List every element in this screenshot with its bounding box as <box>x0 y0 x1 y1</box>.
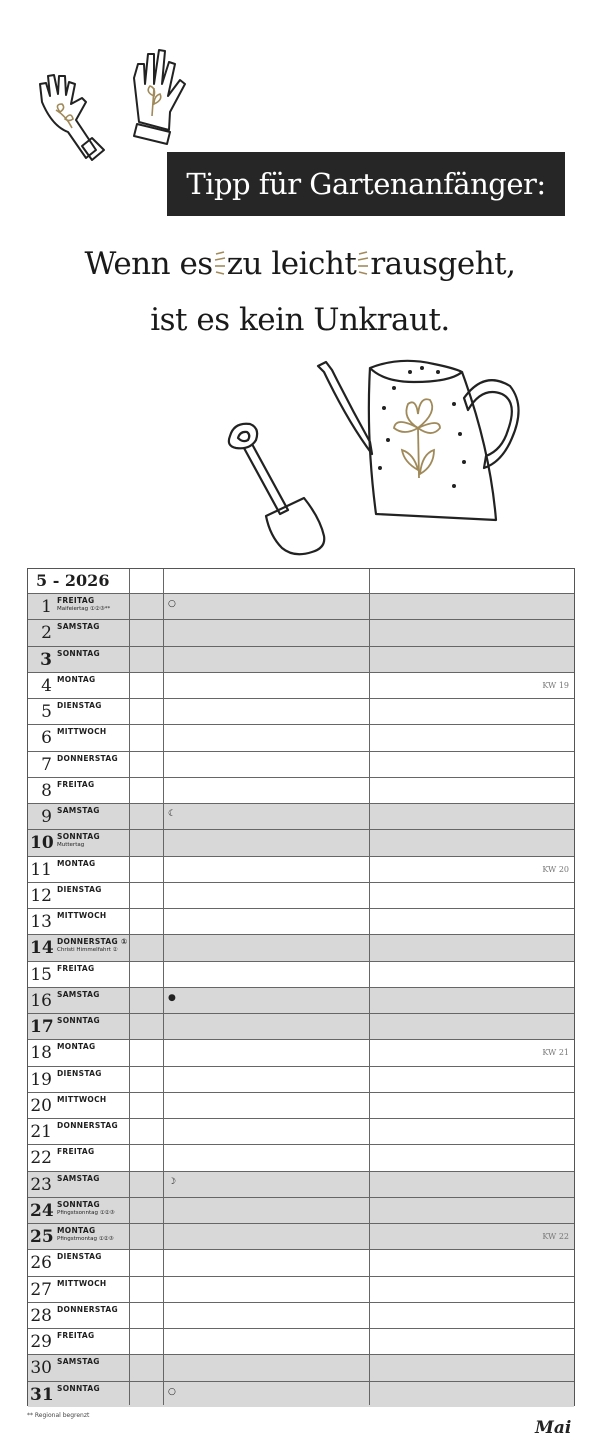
tip-banner: Tipp für Gartenanfänger: <box>167 152 565 216</box>
day-row <box>28 1118 574 1144</box>
column-divider <box>369 569 370 1405</box>
day-number: 4 <box>41 675 52 696</box>
calendar-table <box>27 568 575 1406</box>
month-label: 5 - 2026 <box>36 571 110 590</box>
weekday-name: SAMSTAG <box>57 622 100 632</box>
day-row <box>28 882 574 908</box>
weekday-name: MITTWOCH <box>57 911 107 921</box>
day-row <box>28 593 574 619</box>
weekday-name: MONTAG <box>57 1226 96 1236</box>
day-row <box>28 1328 574 1354</box>
day-number: 28 <box>30 1305 52 1326</box>
day-number: 22 <box>30 1148 52 1169</box>
weekday-name: DIENSTAG <box>57 1252 102 1262</box>
weekday-name: MONTAG <box>57 674 96 684</box>
weekday-name: SONNTAG <box>57 1199 100 1209</box>
day-number: 24 <box>30 1200 54 1221</box>
day-number: 2 <box>41 623 52 644</box>
footnote: ** Regional begrenzt <box>27 1412 90 1419</box>
day-row <box>28 1092 574 1118</box>
day-number: 31 <box>30 1384 54 1405</box>
quotation-mark-icon <box>356 248 370 278</box>
moon-phase-icon: ☾ <box>168 809 177 820</box>
day-row <box>28 672 574 698</box>
day-number: 26 <box>30 1253 52 1274</box>
day-row <box>28 724 574 750</box>
weekday-name: SONNTAG <box>57 832 100 842</box>
weekday-name: DIENSTAG <box>57 1068 102 1078</box>
watering-can-illustration <box>314 358 524 526</box>
weekday-name: MITTWOCH <box>57 1278 107 1288</box>
weekday-name: MITTWOCH <box>57 1094 107 1104</box>
weekday-name: SONNTAG <box>57 648 100 658</box>
day-number: 5 <box>41 702 52 723</box>
day-row <box>28 1354 574 1380</box>
day-row <box>28 1171 574 1197</box>
moon-phase-icon: ● <box>168 992 176 1003</box>
day-number: 9 <box>41 807 52 828</box>
weekday-name: DONNERSTAG <box>57 753 118 763</box>
week-number: KW 21 <box>542 1048 569 1058</box>
day-row <box>28 1013 574 1039</box>
day-row <box>28 777 574 803</box>
day-number: 12 <box>30 885 52 906</box>
day-number: 19 <box>30 1069 52 1090</box>
day-row <box>28 619 574 645</box>
day-number: 25 <box>30 1227 54 1248</box>
column-divider <box>163 569 164 1405</box>
holiday-label: Christi Himmelfahrt ② <box>57 947 118 954</box>
weekday-name: SAMSTAG <box>57 989 100 999</box>
day-number: 6 <box>41 728 52 749</box>
holiday-label: Pfingstmontag ①②③ <box>57 1236 114 1243</box>
day-number: 20 <box>30 1095 52 1116</box>
day-number: 15 <box>30 964 52 985</box>
column-divider <box>129 569 130 1405</box>
day-row <box>28 1066 574 1092</box>
moon-phase-icon: ☽ <box>168 1176 177 1187</box>
week-number: KW 22 <box>542 1232 569 1242</box>
quotation-mark-icon <box>213 248 227 278</box>
day-row <box>28 987 574 1013</box>
quote-part-2: zu leicht <box>226 246 357 282</box>
weekday-name: SONNTAG <box>57 1016 100 1026</box>
weekday-name: MONTAG <box>57 858 96 868</box>
day-number: 1 <box>41 597 52 617</box>
weekday-name: FREITAG <box>57 779 95 789</box>
holiday-label: Maifeiertag ①②③** <box>57 606 111 612</box>
day-row <box>28 1144 574 1170</box>
day-number: 8 <box>41 780 52 801</box>
brand-logo: Mai <box>535 1418 572 1438</box>
weekday-name: DONNERSTAG <box>57 1304 118 1314</box>
weekday-name: DIENSTAG <box>57 701 102 711</box>
weekday-name: DONNERSTAG ① <box>57 937 128 947</box>
week-number: KW 19 <box>542 680 569 690</box>
weekday-name: SONNTAG <box>57 1383 100 1393</box>
quote-line-1 <box>0 246 600 282</box>
weekday-name: DONNERSTAG <box>57 1121 118 1131</box>
weekday-name: FREITAG <box>57 963 95 973</box>
holiday-label: Pfingstsonntag ①②③ <box>57 1209 115 1216</box>
moon-phase-icon: ○ <box>168 599 176 609</box>
day-row <box>28 1276 574 1302</box>
day-row <box>28 1223 574 1249</box>
weekday-name: FREITAG <box>57 1331 95 1341</box>
day-row <box>28 1197 574 1223</box>
day-number: 13 <box>30 912 52 933</box>
day-row <box>28 803 574 829</box>
day-row <box>28 829 574 855</box>
weekday-name: SAMSTAG <box>57 806 100 816</box>
day-row <box>28 1302 574 1328</box>
day-row <box>28 1381 574 1407</box>
weekday-name: MITTWOCH <box>57 727 107 737</box>
weekday-name: FREITAG <box>57 1147 95 1157</box>
day-row <box>28 751 574 777</box>
day-row <box>28 1039 574 1065</box>
day-number: 10 <box>30 833 54 854</box>
day-number: 3 <box>40 649 52 670</box>
day-row <box>28 961 574 987</box>
day-row <box>28 698 574 724</box>
day-number: 29 <box>30 1332 52 1353</box>
day-number: 11 <box>30 859 52 880</box>
day-number: 27 <box>30 1279 52 1300</box>
week-number: KW 20 <box>542 864 569 874</box>
day-number: 7 <box>41 754 52 775</box>
weekday-name: SAMSTAG <box>57 1357 100 1367</box>
day-row <box>28 1249 574 1275</box>
day-number: 21 <box>30 1122 52 1143</box>
day-row <box>28 934 574 960</box>
moon-phase-icon: ○ <box>168 1386 176 1397</box>
day-number: 23 <box>30 1174 52 1195</box>
day-row <box>28 856 574 882</box>
weekday-name: MONTAG <box>57 1042 96 1052</box>
calendar-header-row <box>28 569 574 593</box>
day-row <box>28 646 574 672</box>
quote-part-3: rausgeht, <box>370 246 516 282</box>
quote-line-2: ist es kein Unkraut. <box>150 302 450 338</box>
holiday-label: Muttertag <box>57 842 85 849</box>
day-row <box>28 908 574 934</box>
weekday-name: DIENSTAG <box>57 884 102 894</box>
day-number: 17 <box>30 1017 54 1038</box>
day-number: 18 <box>30 1043 52 1064</box>
weekday-name: SAMSTAG <box>57 1173 100 1183</box>
day-number: 30 <box>30 1358 52 1379</box>
weekday-name: FREITAG <box>57 596 95 605</box>
day-number: 16 <box>30 990 52 1011</box>
quote-part-1: Wenn es <box>84 246 213 282</box>
day-number: 14 <box>30 938 54 959</box>
